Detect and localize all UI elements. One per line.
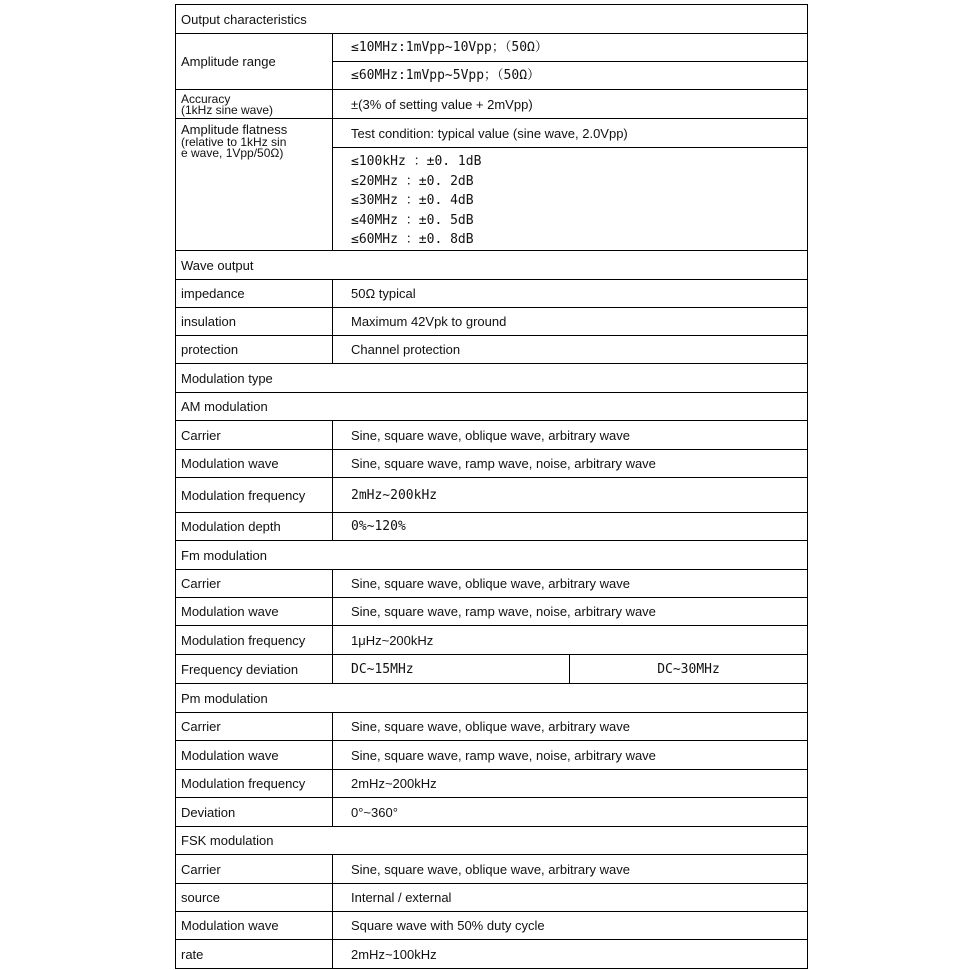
section-row-fsk [176, 827, 808, 855]
section-row-output [176, 5, 808, 34]
table-row [176, 450, 808, 478]
section-title-modulation-type: Modulation type [176, 364, 808, 393]
row-label-pm-modulation-frequency: Modulation frequency [176, 770, 333, 798]
table-row [176, 770, 808, 798]
row-value-flatness-condition: Test condition: typical value (sine wave, 2.0Vpp) [333, 119, 808, 148]
row-value-fm-modulation-frequency: 1μHz~200kHz [333, 626, 808, 655]
row-value-fm-carrier: Sine, square wave, oblique wave, arbitrary wave [333, 570, 808, 598]
row-label-am-modulation-frequency: Modulation frequency [176, 478, 333, 513]
table-row [176, 478, 808, 513]
table-row [176, 336, 808, 364]
row-value-impedance: 50Ω typical [333, 280, 808, 308]
flatness-label-line2: (relative to 1kHz sin [181, 135, 287, 149]
table-row [176, 855, 808, 884]
row-value-fsk-source: Internal / external [333, 884, 808, 912]
row-label-protection: protection [176, 336, 333, 364]
row-value-am-modulation-frequency: 2mHz~200kHz [333, 478, 808, 513]
row-label-flatness [176, 119, 333, 251]
row-label-fsk-carrier: Carrier [176, 855, 333, 884]
row-value-amplitude-60mhz: ≤60MHz:1mVpp~5Vpp；（50Ω） [333, 62, 808, 90]
row-label-fsk-source: source [176, 884, 333, 912]
section-title-fm: Fm modulation [176, 541, 808, 570]
table-row [176, 280, 808, 308]
row-label-fm-modulation-frequency: Modulation frequency [176, 626, 333, 655]
row-value-pm-modulation-wave: Sine, square wave, ramp wave, noise, arbitrary wave [333, 741, 808, 770]
table-row [176, 90, 808, 119]
section-title-wave-output: Wave output [176, 251, 808, 280]
table-row [176, 741, 808, 770]
accuracy-label-line1: Accuracy [181, 92, 231, 106]
section-title-fsk: FSK modulation [176, 827, 808, 855]
row-value-fm-deviation-1: DC~15MHz [333, 655, 570, 684]
row-label-amplitude-range: Amplitude range [176, 34, 333, 90]
section-title-am: AM modulation [176, 393, 808, 421]
table-row [176, 598, 808, 626]
row-label-insulation: insulation [176, 308, 333, 336]
spec-table [175, 4, 808, 969]
row-value-am-carrier: Sine, square wave, oblique wave, arbitrary wave [333, 421, 808, 450]
row-value-pm-carrier: Sine, square wave, oblique wave, arbitrary wave [333, 713, 808, 741]
table-row [176, 34, 808, 62]
row-value-fsk-rate: 2mHz~100kHz [333, 940, 808, 969]
row-label-pm-modulation-wave: Modulation wave [176, 741, 333, 770]
table-row [176, 570, 808, 598]
table-row [176, 626, 808, 655]
row-value-flatness-list [333, 148, 808, 251]
row-label-accuracy [176, 90, 333, 119]
accuracy-label-line2: (1kHz sine wave) [181, 103, 274, 117]
row-value-am-modulation-wave: Sine, square wave, ramp wave, noise, arbitrary wave [333, 450, 808, 478]
table-row [176, 308, 808, 336]
flatness-line: ≤60MHz ：±0. 8dB [351, 232, 474, 247]
row-value-am-modulation-depth: 0%~120% [333, 513, 808, 541]
table-row [176, 655, 808, 684]
table-row [176, 421, 808, 450]
section-row-am [176, 393, 808, 421]
flatness-label-line3: e wave, 1Vpp/50Ω) [181, 146, 284, 160]
row-label-am-carrier: Carrier [176, 421, 333, 450]
table-row [176, 119, 808, 148]
row-value-protection: Channel protection [333, 336, 808, 364]
flatness-line: ≤20MHz ：±0. 2dB [351, 173, 474, 189]
flatness-line: ≤100kHz ：±0. 1dB [351, 154, 482, 169]
row-value-fsk-carrier: Sine, square wave, oblique wave, arbitrary wave [333, 855, 808, 884]
section-row-modulation-type [176, 364, 808, 393]
table-row [176, 912, 808, 940]
row-value-fsk-modulation-wave: Square wave with 50% duty cycle [333, 912, 808, 940]
row-value-pm-deviation: 0°~360° [333, 798, 808, 827]
row-value-amplitude-10mhz: ≤10MHz:1mVpp~10Vpp；（50Ω） [333, 34, 808, 62]
row-value-fm-modulation-wave: Sine, square wave, ramp wave, noise, arbitrary wave [333, 598, 808, 626]
row-label-pm-carrier: Carrier [176, 713, 333, 741]
section-title-pm: Pm modulation [176, 684, 808, 713]
section-row-wave-output [176, 251, 808, 280]
row-label-pm-deviation: Deviation [176, 798, 333, 827]
row-label-fm-carrier: Carrier [176, 570, 333, 598]
row-label-fsk-rate: rate [176, 940, 333, 969]
row-label-fm-modulation-wave: Modulation wave [176, 598, 333, 626]
section-row-pm [176, 684, 808, 713]
row-value-accuracy: ±(3% of setting value + 2mVpp) [333, 90, 808, 119]
table-row [176, 940, 808, 969]
table-row [176, 713, 808, 741]
row-label-fm-frequency-deviation: Frequency deviation [176, 655, 333, 684]
row-label-am-modulation-depth: Modulation depth [176, 513, 333, 541]
row-label-am-modulation-wave: Modulation wave [176, 450, 333, 478]
section-row-fm [176, 541, 808, 570]
flatness-line: ≤30MHz ：±0. 4dB [351, 193, 474, 208]
section-title-output: Output characteristics [176, 5, 808, 34]
row-label-impedance: impedance [176, 280, 333, 308]
table-row [176, 798, 808, 827]
table-row [176, 513, 808, 541]
row-label-fsk-modulation-wave: Modulation wave [176, 912, 333, 940]
flatness-line: ≤40MHz ：±0. 5dB [351, 212, 474, 228]
table-row [176, 884, 808, 912]
row-value-pm-modulation-frequency: 2mHz~200kHz [333, 770, 808, 798]
flatness-label-line1: Amplitude flatness [181, 122, 288, 137]
row-value-insulation: Maximum 42Vpk to ground [333, 308, 808, 336]
row-value-fm-deviation-2: DC~30MHz [570, 655, 808, 684]
